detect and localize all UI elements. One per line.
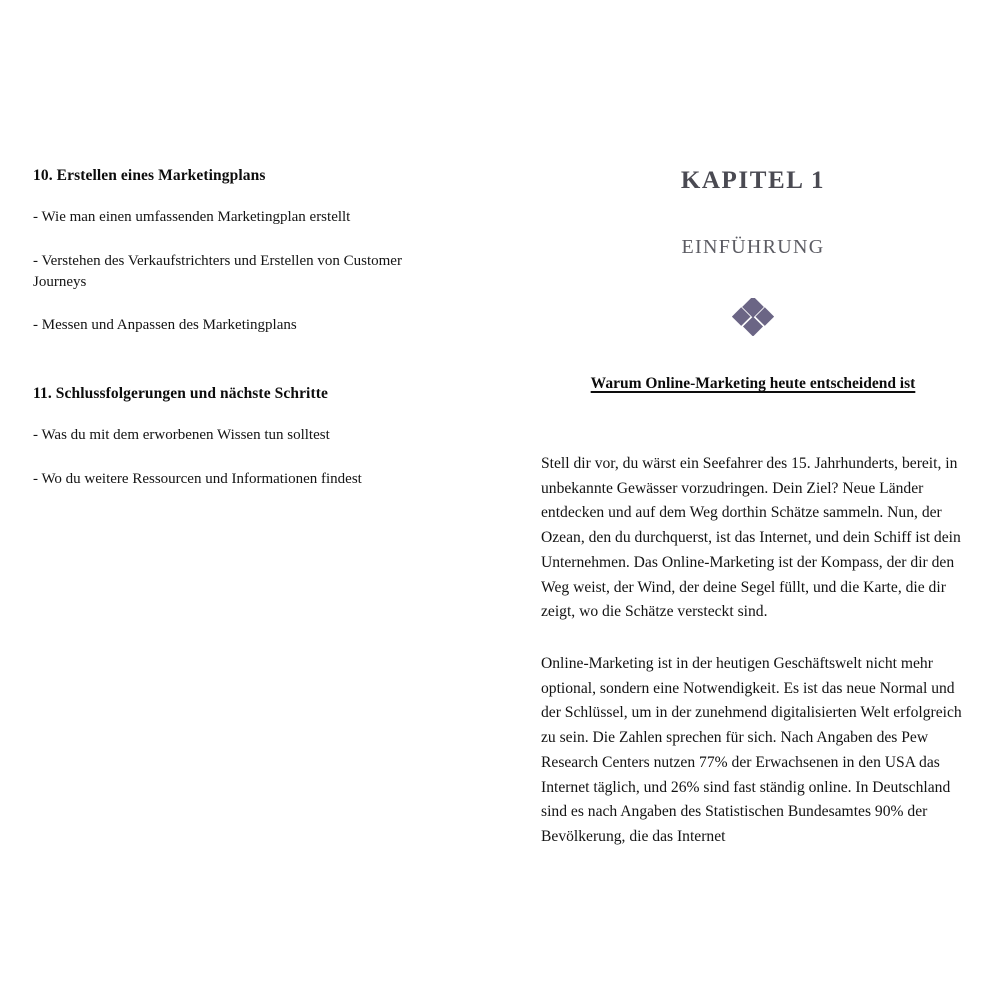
- left-page: [33, 0, 463, 1000]
- toc-list-item: - Messen und Anpassen des Marketingplans: [33, 317, 297, 334]
- chapter-label: KAPITEL 1: [680, 167, 826, 194]
- toc-list-item: - Wo du weitere Ressourcen und Informationen findest: [33, 470, 362, 487]
- toc-section-heading: 11. Schlussfolgerungen und nächste Schritte: [33, 385, 328, 402]
- right-page: [541, 0, 965, 1000]
- toc-list-item: - Was du mit dem erworbenen Wissen tun solltest: [33, 427, 330, 444]
- toc-list-item: - Verstehen des Verkaufstrichters und Erstellen von Customer Journeys: [33, 252, 402, 290]
- body-paragraph-block-1: [541, 452, 965, 625]
- section-heading: [541, 374, 965, 394]
- body-paragraph-block-2: [541, 652, 965, 850]
- toc-section-11: [33, 384, 463, 490]
- body-paragraph: Stell dir vor, du wärst ein Seefahrer des 15. Jahrhunderts, bereit, in unbekannte Gewässer vorzudringen. Dein Ziel? Neue Länder entdecken und auf dem Weg dorthin Schätze sammeln. Nun, der Ozean, den du durchquerst, ist das Internet, und dein Schiff ist dein Unternehmen. Das Online-Marketing ist der Kompass, der dir den Weg weist, der Wind, der deine Segel füllt, und die Karte, die dir zeigt, wo die Schätze versteckt sind.: [541, 455, 961, 621]
- toc-list-item: - Wie man einen umfassenden Marketingplan erstellt: [33, 209, 351, 226]
- chapter-title: EINFÜHRUNG: [681, 236, 825, 258]
- four-diamond-ornament: [541, 298, 965, 336]
- toc-section-heading: 10. Erstellen eines Marketingplans: [33, 167, 266, 184]
- section-heading-text: Warum Online-Marketing heute entscheidend ist: [590, 375, 916, 392]
- toc-section-10: [33, 166, 463, 337]
- body-paragraph: Online-Marketing ist in der heutigen Geschäftswelt nicht mehr optional, sondern eine Notwendigkeit. Es ist das neue Normal und der Schlüssel, um in der zunehmend digitalisierten Welt erfolgreich zu sein. Die Zahlen sprechen für sich. Nach Angaben des Pew Research Centers nutzen 77% der Erwachsenen in den USA das Internet täglich, und 26% sind fast ständig online. In Deutschland sind es nach Angaben des Statistischen Bundesamtes 90% der Bevölkerung, die das Internet: [541, 655, 962, 845]
